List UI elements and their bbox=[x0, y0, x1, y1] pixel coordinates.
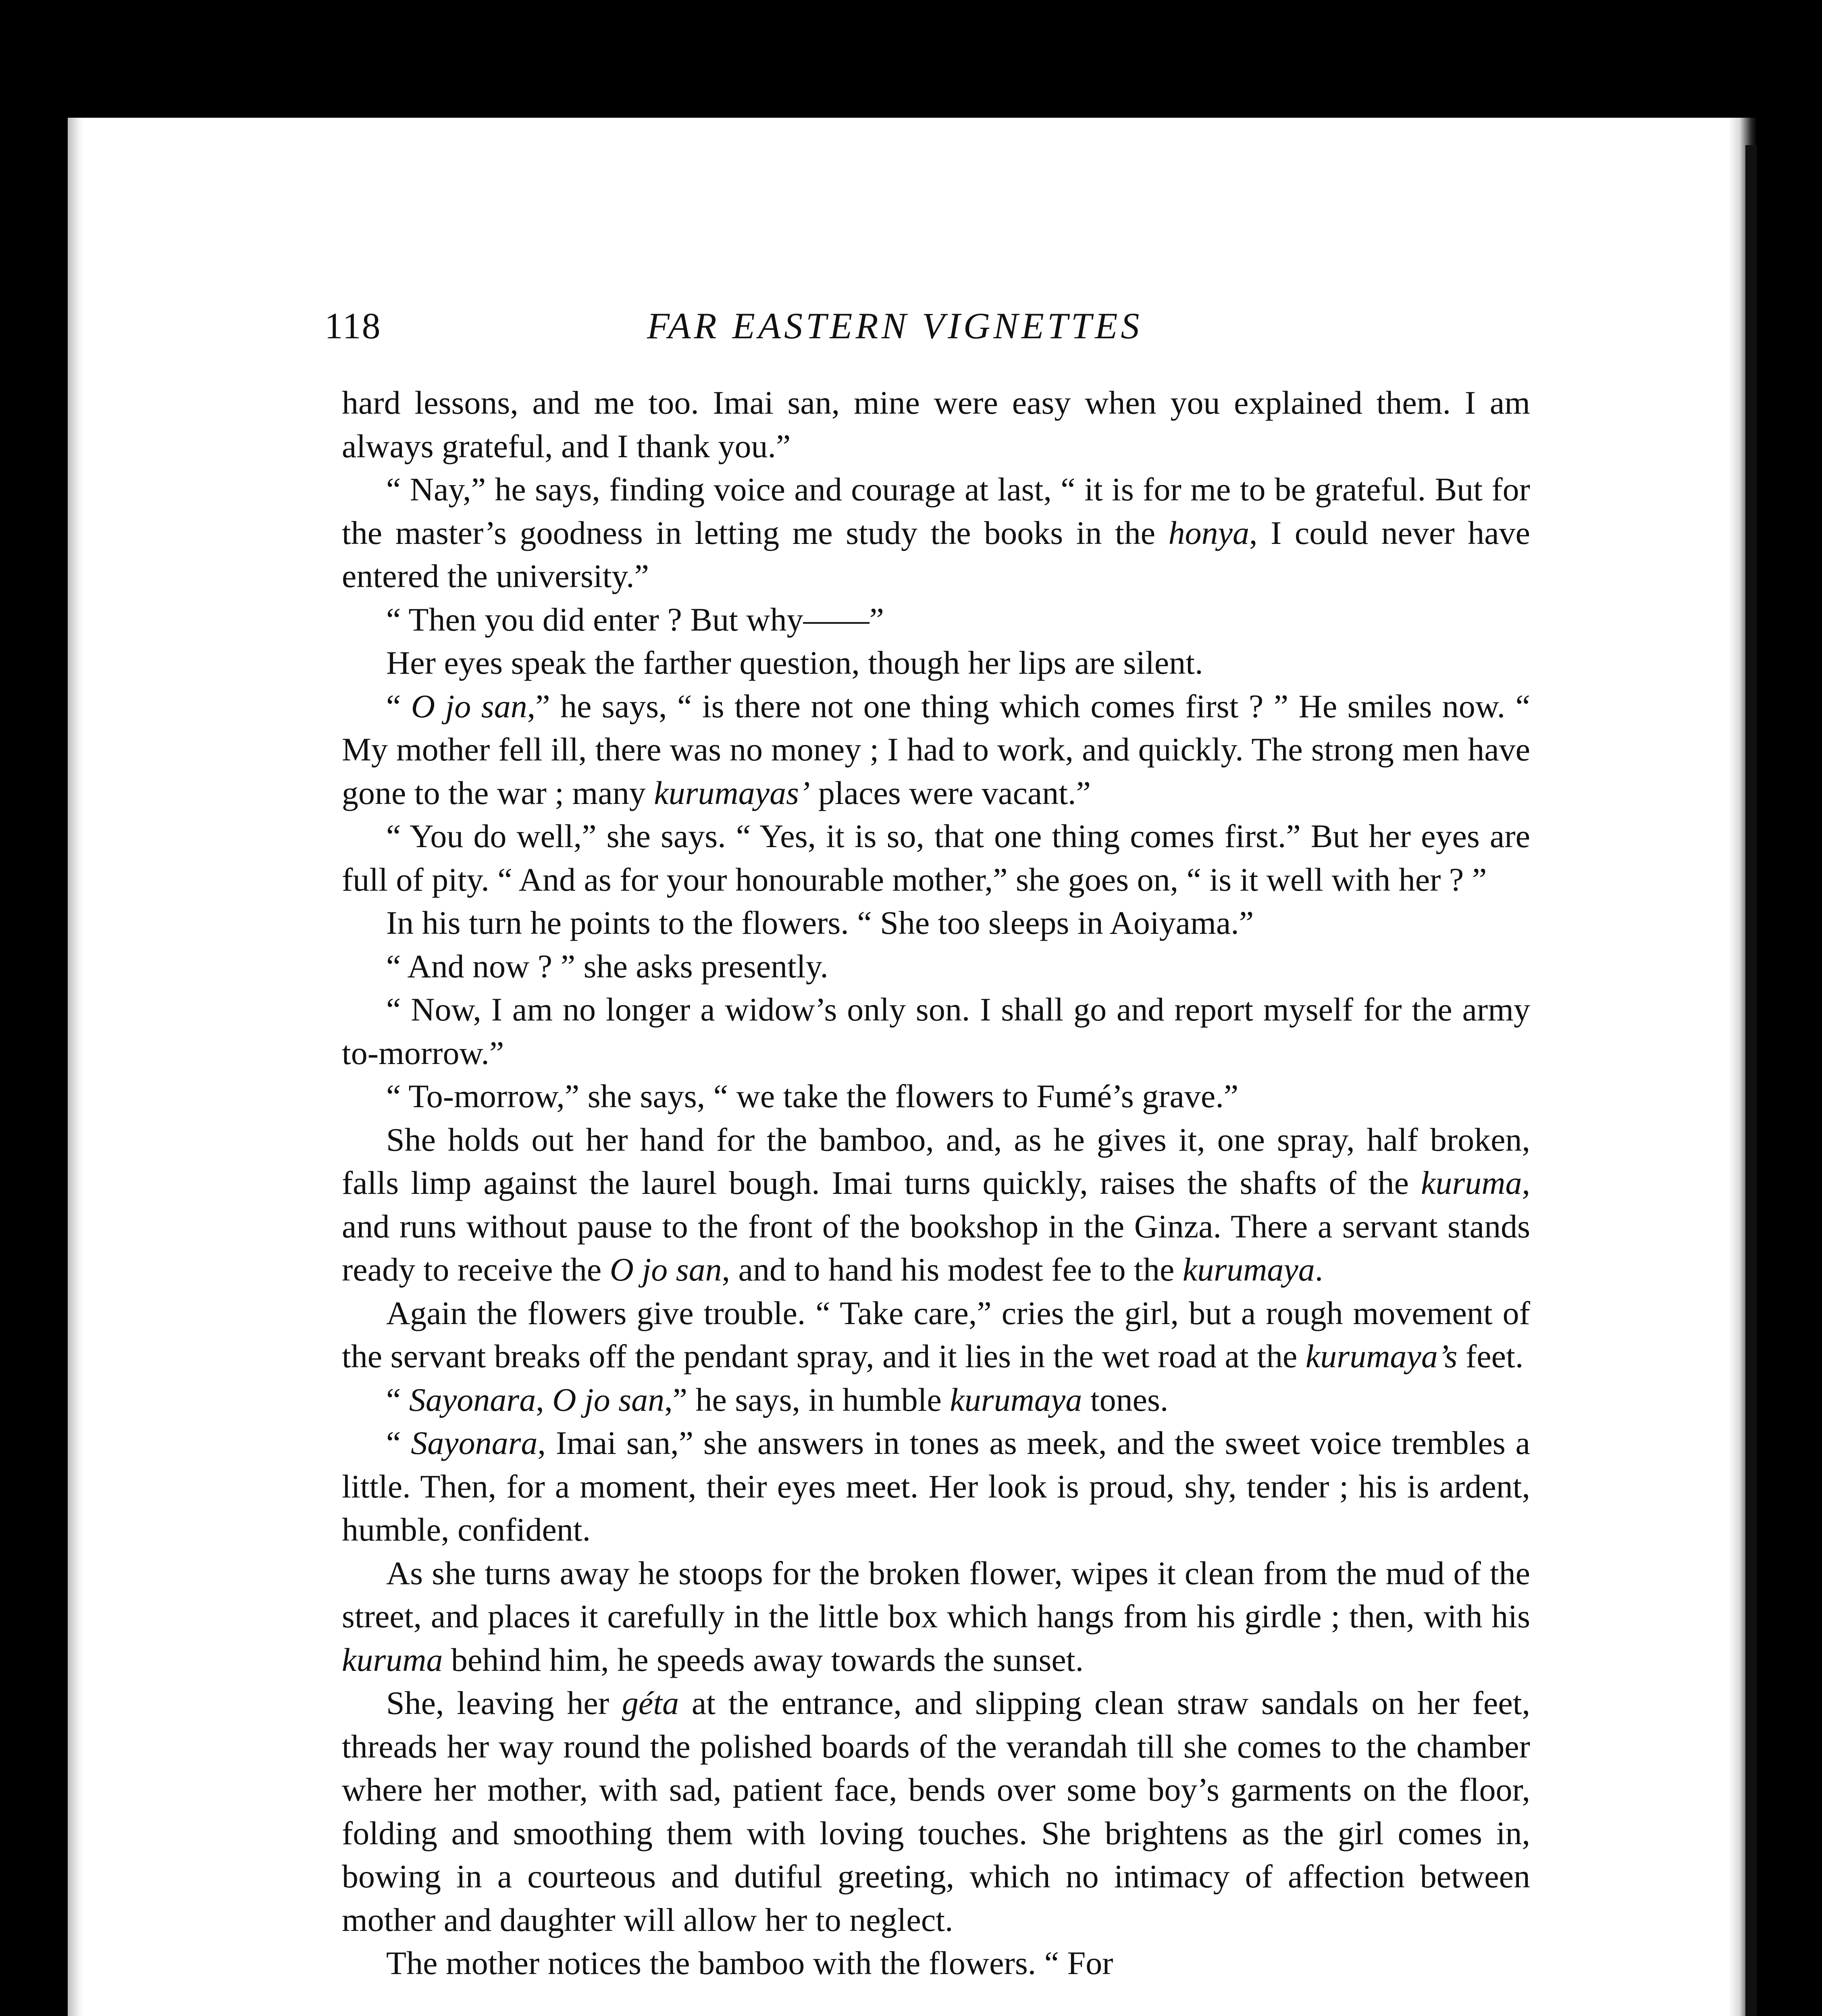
text-run: . bbox=[1315, 1251, 1323, 1288]
body-text bbox=[342, 381, 1530, 1985]
italic-text: O jo san bbox=[411, 687, 527, 725]
text-run: behind him, he speeds away towards the sunset. bbox=[443, 1641, 1084, 1678]
italic-text: honya bbox=[1168, 514, 1250, 551]
italic-text: O jo san bbox=[552, 1381, 665, 1418]
paragraph bbox=[342, 468, 1530, 598]
text-run: The mother notices the bamboo with the flowers. “ For bbox=[386, 1945, 1113, 1981]
text-run: In his turn he points to the flowers. “ She too sleeps in Aoiyama.” bbox=[386, 904, 1254, 941]
book-title-header: FAR EASTERN VIGNETTES bbox=[647, 305, 1143, 346]
paragraph bbox=[342, 1118, 1530, 1291]
binding-shadow bbox=[1745, 145, 1757, 2016]
text-run: She, leaving her bbox=[386, 1685, 622, 1721]
text-run: She holds out her hand for the bamboo, and, as he gives it, one spray, half broken, falls limp against the laurel bough. Imai turns quickly, raises the shafts of the bbox=[342, 1121, 1530, 1201]
italic-text: géta bbox=[622, 1685, 679, 1721]
paragraph bbox=[342, 1075, 1530, 1118]
text-run: “ Nay,” he says, finding voice and courage at last, “ it is for me to be grateful. But for the master’s goodness in letting me study the books in the bbox=[342, 471, 1530, 551]
paragraph bbox=[342, 1291, 1530, 1378]
italic-text: Sayonara bbox=[411, 1425, 538, 1461]
italic-text: kurumaya bbox=[1182, 1251, 1315, 1288]
text-run: “ Then you did enter ? But why——” bbox=[386, 601, 884, 638]
italic-text: kuruma bbox=[342, 1641, 443, 1678]
text-run: hard lessons, and me too. Imai san, mine were easy when you explained them. I am always grateful, and I thank you.” bbox=[342, 384, 1530, 464]
text-run: “ You do well,” she says. “ Yes, it is so, that one thing comes first.” But her eyes are full of pity. “ And as for your honourable mother,” she goes on, “ is it well with her ? ” bbox=[342, 818, 1530, 898]
text-run: As she turns away he stoops for the broken flower, wipes it clean from the mud of the street, and places it carefully in the little box which hangs from his girdle ; then, with his bbox=[342, 1554, 1530, 1635]
text-run: , bbox=[536, 1381, 553, 1418]
text-run: tones. bbox=[1082, 1381, 1169, 1418]
text-run: ,” he says, in humble bbox=[664, 1381, 950, 1418]
paragraph bbox=[342, 641, 1530, 685]
italic-text: O jo san bbox=[609, 1251, 722, 1288]
text-run: , I could never have entered the university.” bbox=[342, 514, 1530, 594]
paragraph bbox=[342, 1941, 1530, 1985]
paragraph bbox=[342, 1421, 1530, 1552]
text-run: , and to hand his modest fee to the bbox=[722, 1251, 1183, 1288]
text-run: places were vacant.” bbox=[810, 774, 1091, 811]
paragraph bbox=[342, 598, 1530, 641]
paragraph bbox=[342, 814, 1530, 901]
text-run: feet. bbox=[1457, 1338, 1524, 1375]
paragraph bbox=[342, 945, 1530, 988]
text-run: , and runs without pause to the front of the bookshop in the Ginza. There a servant stands ready to receive the bbox=[342, 1164, 1530, 1288]
text-run: “ To-morrow,” she says, “ we take the flowers to Fumé’s grave.” bbox=[386, 1078, 1239, 1114]
italic-text: Sayonara bbox=[409, 1381, 536, 1418]
italic-text: kurumaya’s bbox=[1305, 1338, 1458, 1375]
italic-text: kurumayas’ bbox=[654, 774, 810, 811]
text-run: “ bbox=[386, 1425, 411, 1461]
paragraph bbox=[342, 1552, 1530, 1682]
text-run: “ bbox=[386, 1381, 409, 1418]
italic-text: kuruma bbox=[1421, 1164, 1522, 1201]
text-run: , Imai san,” she answers in tones as meek, and the sweet voice trembles a little. Then, for a moment, their eyes meet. Her look is proud, shy, tender ; his is ardent, humble, confident. bbox=[342, 1425, 1530, 1548]
text-run: Her eyes speak the farther question, though her lips are silent. bbox=[386, 644, 1203, 681]
text-run: ,” he says, “ is there not one thing which comes first ? ” He smiles now. “ My mother fell ill, there was no money ; I had to work, and quickly. The strong men have gone to the war ; many bbox=[342, 687, 1530, 811]
page-number: 118 bbox=[324, 305, 381, 346]
text-run: “ Now, I am no longer a widow’s only son. I shall go and report myself for the army to-morrow.” bbox=[342, 991, 1530, 1071]
text-run: “ And now ? ” she asks presently. bbox=[386, 948, 828, 985]
paragraph bbox=[342, 901, 1530, 945]
page-gutter-shadow bbox=[68, 118, 84, 2016]
running-head bbox=[324, 304, 1534, 353]
paragraph bbox=[342, 381, 1530, 468]
paragraph bbox=[342, 685, 1530, 815]
text-run: at the entrance, and slipping clean straw sandals on her feet, threads her way round the polished boards of the verandah till she comes to the chamber where her mother, with sad, patient face, bends over some boy’s garments on the floor, folding and smoothing them with loving touches. She brightens as the girl comes in, bowing in a courteous and dutiful greeting, which no intimacy of affection between mother and daughter will allow her to neglect. bbox=[342, 1685, 1530, 1938]
paragraph bbox=[342, 1681, 1530, 1941]
paragraph bbox=[342, 988, 1530, 1075]
paragraph bbox=[342, 1378, 1530, 1422]
text-run: “ bbox=[386, 687, 411, 725]
text-run: Again the flowers give trouble. “ Take care,” cries the girl, but a rough movement of the servant breaks off the pendant spray, and it lies in the wet road at the bbox=[342, 1294, 1530, 1375]
italic-text: kurumaya bbox=[950, 1381, 1082, 1418]
